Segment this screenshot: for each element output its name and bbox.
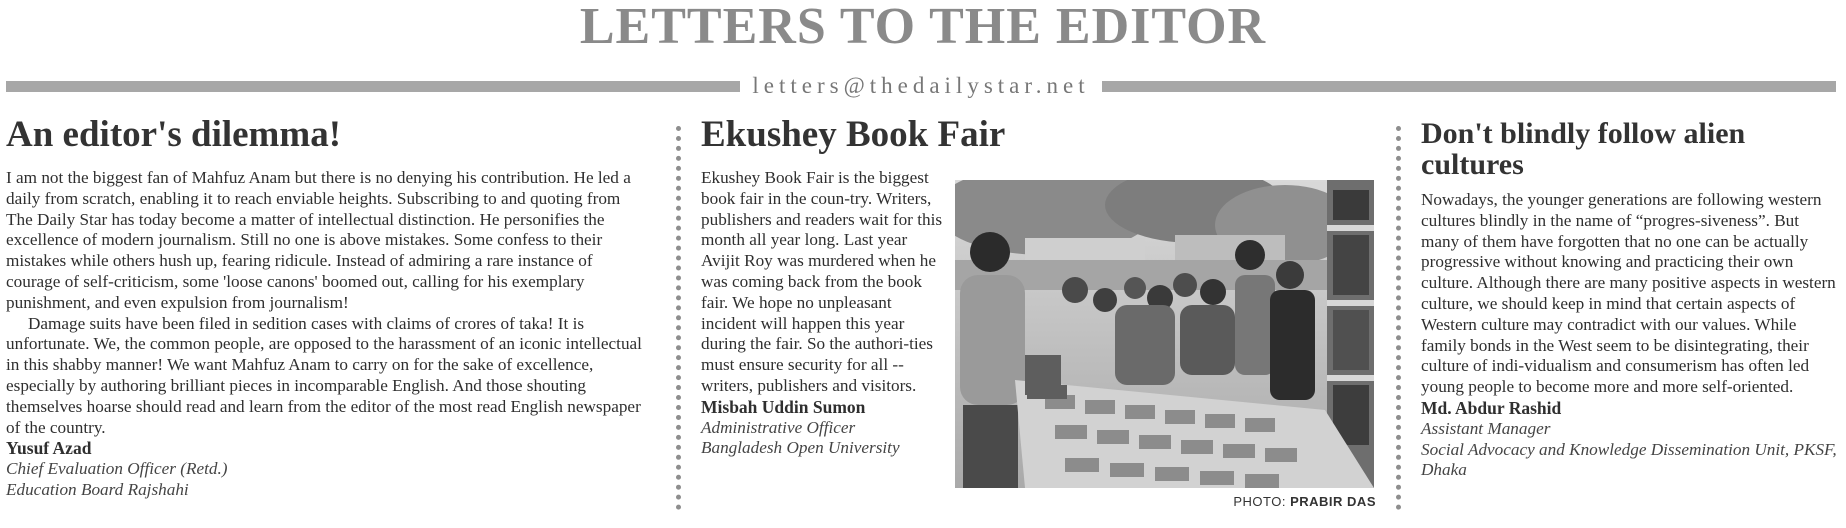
photo-credit-name: PRABIR DAS: [1290, 494, 1376, 509]
rule-left: [6, 81, 740, 92]
letter-paragraph: I am not the biggest fan of Mahfuz Anam but there is no denying his contribution. He led a daily from scratch, enabling it to reach enviable heights. Subscribing to and quoting from The Daily Star has today become a matter of intellectual distinction. He personifies the excellence of modern journalism. Still no one is above mistakes. Some confess to their mistakes while others hush up, fearing ridicule. Instead of admiring a rare instance of courage of self-criticism, some 'loose canons' boomed out, calling for his exemplary punishment, and even expulsion from journalism!: [6, 168, 631, 312]
rule-right: [1102, 81, 1836, 92]
author-title: Assistant Manager: [1421, 418, 1551, 438]
letter-paragraph: Nowadays, the younger generations are following western cultures blindly in the name of “progres-siveness”. But many of them have forgotten that no one can be actually progressive without knowing and practicing their own culture. Although there are many positive aspects in western culture, we should keep in mind that certain aspects of Western culture may contradict with our values. While family bonds in the West seem to be disintegrating, their culture of indi-vidualism and consumerism has often led young people to become more and more self-oriented.: [1421, 190, 1836, 397]
masthead-rule: [6, 73, 1836, 98]
author-organization: Bangladesh Open University: [701, 438, 900, 458]
letter-paragraph: Damage suits have been filed in sedition cases with claims of crores of taka! It is unfortunate. We, the common people, are opposed to the harassment of an iconic intellectual in this shabby manner! We want Mahfuz Anam to carry on for the sake of excellence, especially by authoring brilliant pieces in incomparable English. And those shouting themselves hoarse should read and learn from the editor of the most read English newspaper of the country.: [6, 313, 642, 437]
author-title: Chief Evaluation Officer (Retd.): [6, 459, 228, 479]
photo-credit: [955, 494, 1376, 509]
book-fair-photo-illustration: [955, 180, 1374, 488]
editor-email-link[interactable]: letters@thedailystar.net: [752, 73, 1090, 98]
letter-headline: Ekushey Book Fair: [701, 114, 1006, 155]
column-divider: [676, 126, 681, 510]
letter-headline: An editor's dilemma!: [6, 114, 342, 155]
photo-credit-label: PHOTO:: [1233, 494, 1286, 509]
letter-alien-cultures: [1421, 118, 1839, 481]
author-title: Administrative Officer: [701, 417, 856, 437]
letter-author: Misbah Uddin Sumon: [701, 396, 866, 417]
column-divider: [1396, 126, 1401, 510]
author-organization: Education Board Rajshahi: [6, 479, 189, 499]
letter-body: [701, 168, 944, 459]
section-title: LETTERS TO THE EDITOR: [579, 0, 1267, 55]
letter-author: Yusuf Azad: [6, 438, 92, 459]
book-fair-photo: [955, 180, 1374, 488]
letter-ekushey-book-fair: [701, 114, 1376, 509]
author-organization: Social Advocacy and Knowledge Dissemination Unit, PKSF, Dhaka: [1421, 439, 1837, 480]
letter-headline: Don't blindly follow alien cultures: [1421, 117, 1746, 181]
letter-editors-dilemma: [6, 114, 646, 501]
letter-author: Md. Abdur Rashid: [1421, 397, 1562, 418]
letter-paragraph: Ekushey Book Fair is the biggest book fair in the coun-try. Writers, publishers and readers wait for this month all year long. Last year Avijit Roy was murdered when he was coming back from the book fair. We hope no unpleasant incident will happen this year during the fair. So the authori-ties must ensure security for all -- writers, publishers and visitors.: [701, 168, 943, 395]
